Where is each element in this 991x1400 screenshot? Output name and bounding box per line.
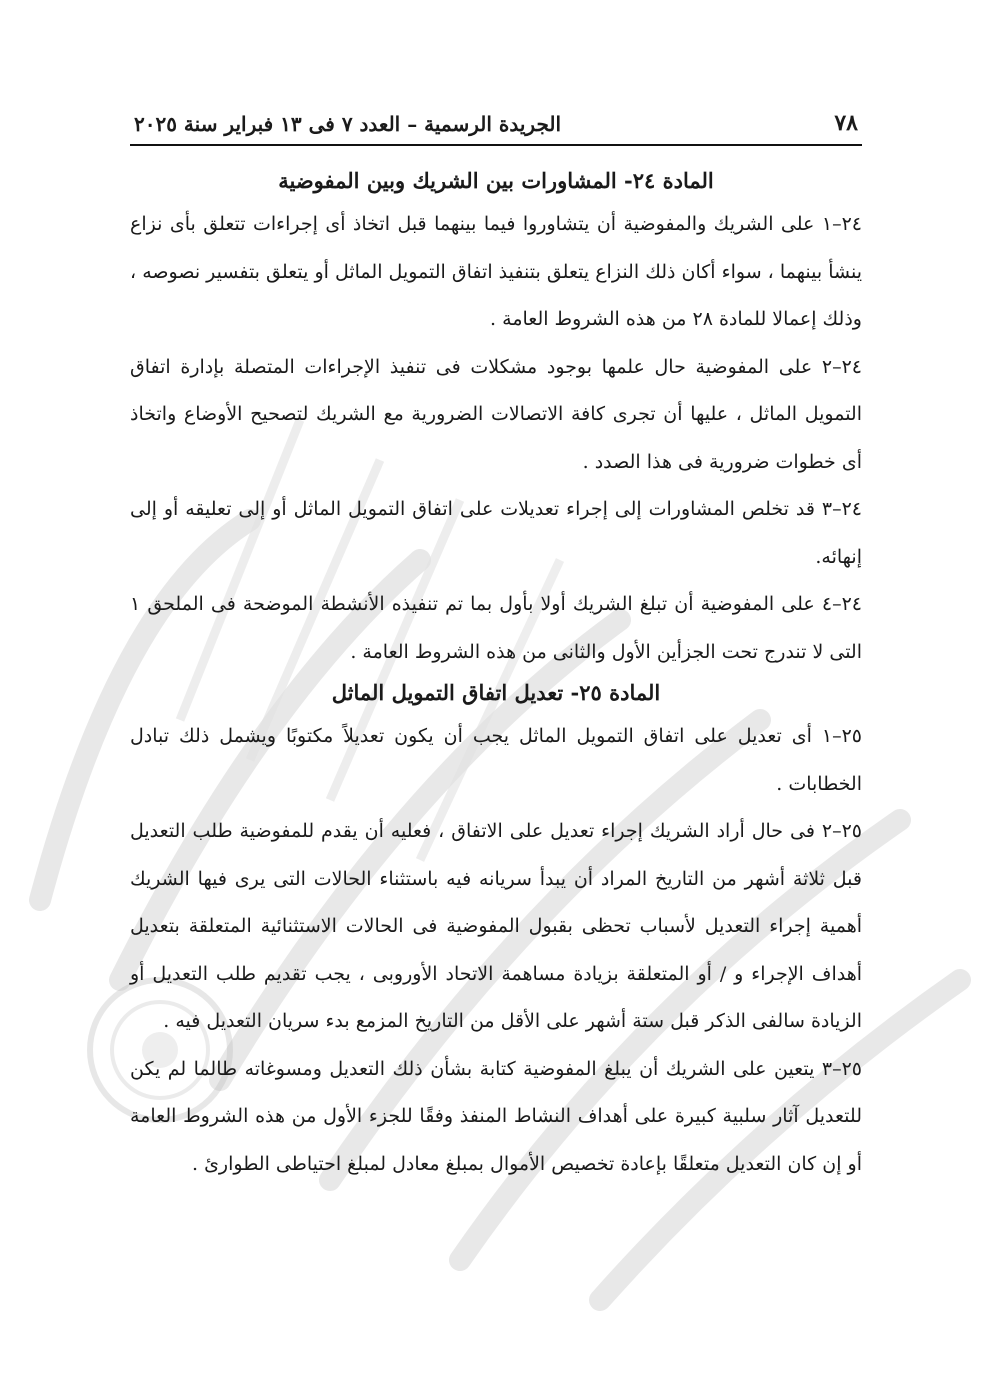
paragraph bbox=[130, 581, 862, 676]
article-24 bbox=[130, 168, 862, 676]
page-header bbox=[130, 110, 862, 146]
paragraph-number: ٢٤–٢ bbox=[821, 355, 862, 378]
paragraph-number: ٢٥–٢ bbox=[821, 820, 862, 842]
paragraph bbox=[130, 486, 862, 581]
paragraph bbox=[130, 201, 862, 344]
paragraph-number: ٢٤–١ bbox=[821, 213, 862, 235]
paragraph-text: على المفوضية أن تبلغ الشريك أولا بأول بما تم تنفيذه الأنشطة الموضحة فى الملحق ١ التى لا تندرج تحت الجزأين الأول والثانى من هذه الشروط العامة . bbox=[130, 593, 862, 663]
paragraph-number: ٢٥–٣ bbox=[821, 1057, 862, 1080]
paragraph-number: ٢٥–١ bbox=[821, 725, 863, 747]
paragraph-text: على المفوضية حال علمها بوجود مشكلات فى تنفيذ الإجراءات المتصلة بإدارة اتفاق التمويل الماثل ، عليها أن تجرى كافة الاتصالات الضرورية مع الشريك لتصحيح الأوضاع واتخاذ أى خطوات ضرورية فى هذا الصدد . bbox=[130, 355, 862, 473]
paragraph-number: ٢٤–٤ bbox=[821, 593, 862, 615]
paragraph-text: فى حال أراد الشريك إجراء تعديل على الاتفاق ، فعليه أن يقدم للمفوضية طلب التعديل قبل ثلاثة أشهر من التاريخ المراد أن يبدأ سريانه فيه باستثناء الحالات التى يرى فيها الشريك أهمية إجراء التعديل لأسباب تحظى بقبول المفوضية فى الحالات الاستثنائية المتعلقة بتعديل أهداف الإجراء و / أو المتعلقة بزيادة مساهمة الاتحاد الأوروبى ، يجب تقديم طلب التعديل أو الزيادة سالفى الذكر قبل ستة أشهر على الأقل من التاريخ المزمع بدء سريان التعديل فيه . bbox=[130, 820, 862, 1032]
article-title: المادة ٢٤- المشاورات بين الشريك وبين المفوضية bbox=[278, 168, 714, 193]
paragraph-text: يتعين على الشريك أن يبلغ المفوضية كتابة بشأن ذلك التعديل ومسوغاته طالما لم يكن للتعديل آثار سلبية كبيرة على أهداف النشاط المنفذ وفقًا للجزء الأول من هذه الشروط العامة أو إن كان التعديل متعلقًا بإعادة تخصيص الأموال بمبلغ معادل لمبلغ احتياطى الطوارئ . bbox=[130, 1057, 862, 1175]
paragraph bbox=[130, 344, 862, 487]
paragraph bbox=[130, 1046, 862, 1189]
paragraph bbox=[130, 808, 862, 1046]
document-page bbox=[130, 110, 862, 1188]
paragraph-number: ٢٤–٣ bbox=[821, 498, 863, 520]
article-title: المادة ٢٥- تعديل اتفاق التمويل الماثل bbox=[331, 680, 661, 705]
paragraph-text: على الشريك والمفوضية أن يتشاوروا فيما بينهما قبل اتخاذ أى إجراءات تتعلق بأى نزاع ينشأ بينهما ، سواء أكان ذلك النزاع يتعلق بتنفيذ اتفاق التمويل الماثل أو يتعلق بتفسير نصوصه ، وذلك إعمالا للمادة ٢٨ من هذه الشروط العامة . bbox=[130, 213, 862, 330]
gazette-title: الجريدة الرسمية – العدد ٧ فى ١٣ فبراير سنة ٢٠٢٥ bbox=[134, 112, 562, 136]
article-25 bbox=[130, 680, 862, 1188]
paragraph-text: أى تعديل على اتفاق التمويل الماثل يجب أن يكون تعديلاً مكتوبًا ويشمل ذلك تبادل الخطابات . bbox=[130, 725, 862, 795]
paragraph bbox=[130, 713, 862, 808]
page-number: ٧٨ bbox=[834, 110, 858, 136]
paragraph-text: قد تخلص المشاورات إلى إجراء تعديلات على اتفاق التمويل الماثل أو إلى تعليقه أو إلى إنهائه. bbox=[130, 498, 862, 568]
